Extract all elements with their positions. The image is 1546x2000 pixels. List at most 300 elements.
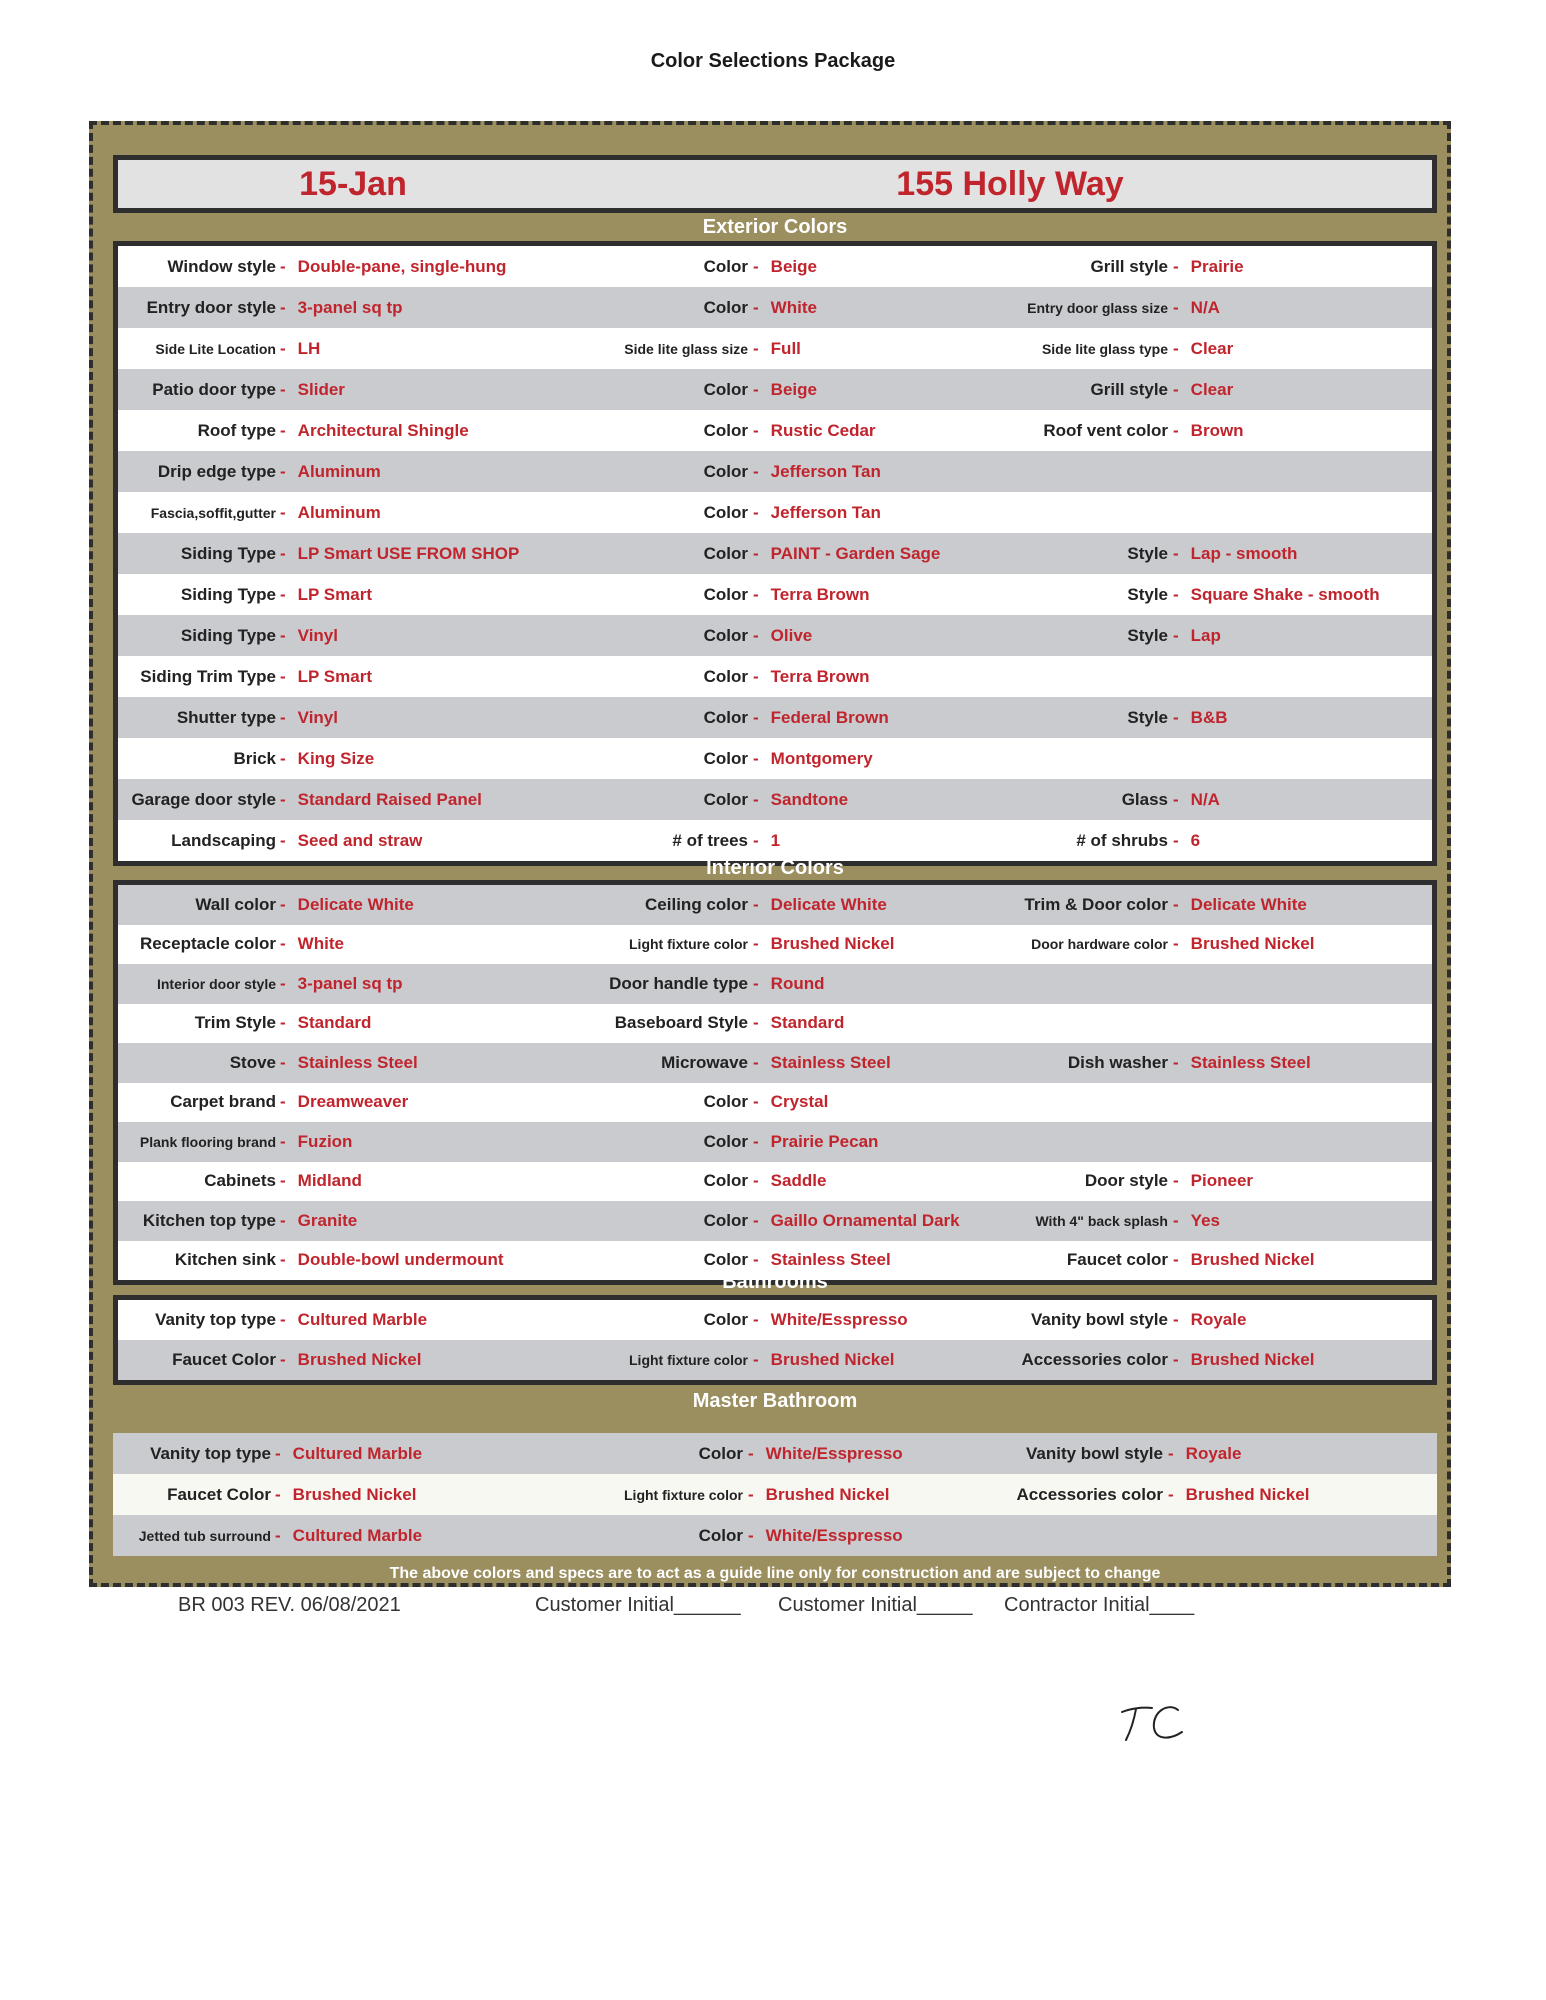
- table-row: [118, 615, 1432, 656]
- table-row: [118, 964, 1432, 1004]
- field-value-text: Royale: [1190, 1310, 1247, 1329]
- field-label: Jetted tub surround: [138, 1527, 271, 1544]
- field-label: Color: [703, 543, 748, 563]
- field-value-text: Lap: [1190, 625, 1221, 645]
- field-value: [280, 1162, 362, 1202]
- field-value: [280, 1201, 357, 1241]
- field-label: Color: [703, 1171, 748, 1191]
- separator-dash: -: [753, 1013, 759, 1033]
- field-label: Color: [703, 584, 748, 604]
- field-label: Color: [703, 666, 748, 686]
- field-value-text: Brushed Nickel: [1190, 1250, 1315, 1270]
- table-row: [118, 574, 1432, 615]
- field-value-text: Double-bowl undermount: [297, 1250, 504, 1270]
- field-value: [1173, 1340, 1314, 1380]
- field-label: # of trees: [672, 830, 748, 850]
- field-label: Kitchen top type: [142, 1210, 276, 1230]
- field-value: [1173, 820, 1200, 861]
- field-value: [753, 820, 780, 861]
- separator-dash: -: [753, 338, 759, 358]
- separator-dash: -: [280, 1092, 286, 1112]
- field-value: [280, 1122, 352, 1162]
- field-value: [280, 369, 345, 410]
- separator-dash: -: [753, 1171, 759, 1191]
- field-value: [753, 1300, 908, 1340]
- field-value-text: Terra Brown: [770, 666, 870, 686]
- field-value-text: Rustic Cedar: [770, 420, 876, 440]
- separator-dash: -: [1173, 789, 1179, 809]
- field-label: Door style: [1084, 1171, 1168, 1191]
- field-value: [753, 1083, 828, 1123]
- table-row: [118, 1162, 1432, 1202]
- field-value-text: Cultured Marble: [297, 1310, 428, 1329]
- field-label: Color: [703, 789, 748, 809]
- field-label: Light fixture color: [629, 1352, 748, 1368]
- field-value: [280, 1043, 418, 1083]
- field-value-text: Jefferson Tan: [770, 502, 881, 522]
- separator-dash: -: [753, 894, 759, 914]
- field-value-text: Delicate White: [297, 894, 414, 914]
- field-value-text: Midland: [297, 1171, 362, 1191]
- separator-dash: -: [1173, 543, 1179, 563]
- field-value: [753, 492, 881, 533]
- field-value-text: N/A: [1190, 297, 1220, 317]
- field-value-text: Montgomery: [770, 748, 873, 768]
- field-label: Stove: [229, 1052, 276, 1072]
- signature-initials: [1118, 1690, 1188, 1750]
- footer-note: The above colors and specs are to act as a guide line only for construction and are subject to change: [389, 1565, 1161, 1582]
- field-label: Color: [703, 297, 748, 317]
- separator-dash: -: [753, 297, 759, 317]
- field-value: [1173, 615, 1221, 656]
- customer-initial-1[interactable]: Customer Initial______: [535, 1594, 741, 1616]
- separator-dash: -: [753, 1250, 759, 1270]
- separator-dash: -: [1173, 1250, 1179, 1270]
- field-value-text: Architectural Shingle: [297, 420, 469, 440]
- separator-dash: -: [753, 461, 759, 481]
- field-value-text: Granite: [297, 1210, 358, 1230]
- field-value: [280, 1300, 427, 1340]
- field-value-text: Stainless Steel: [770, 1052, 891, 1072]
- field-label: Accessories color: [1016, 1484, 1163, 1504]
- field-value-text: Brown: [1190, 420, 1244, 440]
- field-value: [280, 1004, 371, 1044]
- separator-dash: -: [753, 543, 759, 563]
- field-value: [275, 1474, 416, 1515]
- field-value-text: Terra Brown: [770, 584, 870, 604]
- field-value: [280, 574, 372, 615]
- field-value-text: Brushed Nickel: [765, 1484, 890, 1504]
- field-value-text: Olive: [770, 625, 813, 645]
- field-label: Color: [703, 256, 748, 276]
- separator-dash: -: [280, 461, 286, 481]
- field-value-text: Lap - smooth: [1190, 543, 1298, 563]
- field-label: Color: [698, 1443, 743, 1463]
- field-value-text: Royale: [1185, 1443, 1242, 1463]
- field-value-text: Standard: [770, 1013, 845, 1033]
- field-label: Glass: [1121, 789, 1168, 809]
- page-title: Color Selections Package: [650, 50, 896, 72]
- table-row: [118, 1004, 1432, 1044]
- table-row: [118, 738, 1432, 779]
- field-label: Fascia,soffit,gutter: [150, 504, 276, 521]
- field-label: Side lite glass size: [624, 340, 748, 357]
- field-label: Color: [703, 1210, 748, 1230]
- selections-frame: [89, 121, 1451, 1587]
- field-value: [753, 287, 817, 328]
- field-value: [280, 656, 372, 697]
- field-value-text: Jefferson Tan: [770, 461, 881, 481]
- field-value-text: Brushed Nickel: [770, 934, 895, 954]
- field-value: [280, 925, 344, 965]
- field-label: Siding Type: [180, 584, 276, 604]
- separator-dash: -: [748, 1484, 754, 1504]
- table-row: [118, 492, 1432, 533]
- field-value-text: Brushed Nickel: [770, 1350, 895, 1369]
- separator-dash: -: [275, 1443, 281, 1463]
- field-value-text: Federal Brown: [770, 707, 889, 727]
- field-label: Grill style: [1090, 256, 1168, 276]
- separator-dash: -: [753, 256, 759, 276]
- table-row: [118, 779, 1432, 820]
- field-label: Kitchen sink: [174, 1250, 276, 1270]
- separator-dash: -: [1173, 1210, 1179, 1230]
- field-value-text: White: [297, 934, 344, 954]
- separator-dash: -: [280, 502, 286, 522]
- field-label: Style: [1127, 584, 1168, 604]
- initials-line: [0, 1594, 1546, 1624]
- table-row: [118, 1201, 1432, 1241]
- field-value-text: Round: [770, 973, 825, 993]
- field-value-text: White/Esspresso: [765, 1525, 903, 1545]
- table-row: [118, 369, 1432, 410]
- field-label: Drip edge type: [157, 461, 276, 481]
- field-value: [1173, 574, 1380, 615]
- field-value-text: White/Esspresso: [770, 1310, 908, 1329]
- table-row: [118, 287, 1432, 328]
- table-row: [118, 533, 1432, 574]
- field-value-text: 6: [1190, 830, 1201, 850]
- table-row: [118, 1300, 1432, 1340]
- contractor-initial[interactable]: Contractor Initial____: [1004, 1594, 1195, 1616]
- field-label: Color: [703, 379, 748, 399]
- field-value-text: Slider: [297, 379, 345, 399]
- separator-dash: -: [753, 934, 759, 954]
- separator-dash: -: [753, 1310, 759, 1329]
- field-label: Color: [703, 502, 748, 522]
- field-value-text: LP Smart: [297, 584, 372, 604]
- field-value: [1173, 1043, 1311, 1083]
- field-value-text: Prairie: [1190, 256, 1244, 276]
- separator-dash: -: [753, 625, 759, 645]
- field-value: [280, 492, 381, 533]
- field-value: [753, 451, 881, 492]
- table-row: [113, 1515, 1437, 1556]
- separator-dash: -: [1173, 256, 1179, 276]
- field-label: # of shrubs: [1076, 830, 1168, 850]
- separator-dash: -: [280, 625, 286, 645]
- separator-dash: -: [280, 297, 286, 317]
- field-value: [1173, 410, 1244, 451]
- separator-dash: -: [280, 1131, 286, 1151]
- field-value-text: Delicate White: [1190, 894, 1307, 914]
- field-value: [1173, 1162, 1253, 1202]
- field-label: Light fixture color: [629, 936, 748, 953]
- field-value: [1173, 369, 1233, 410]
- section-title-master-bathroom: Master Bathroom: [692, 1390, 858, 1412]
- field-value-text: 3-panel sq tp: [297, 297, 403, 317]
- field-value-text: White: [770, 297, 817, 317]
- separator-dash: -: [1173, 338, 1179, 358]
- field-value: [280, 738, 374, 779]
- field-value-text: Clear: [1190, 338, 1234, 358]
- field-label: Dish washer: [1067, 1052, 1168, 1072]
- field-label: Color: [703, 420, 748, 440]
- table-row: [118, 410, 1432, 451]
- separator-dash: -: [280, 1350, 286, 1369]
- field-value: [1168, 1433, 1241, 1474]
- field-value-text: Crystal: [770, 1092, 829, 1112]
- field-value-text: 1: [770, 830, 781, 850]
- field-label: Receptacle color: [139, 934, 276, 954]
- field-label: Faucet Color: [167, 1484, 271, 1504]
- field-value-text: Double-pane, single-hung: [297, 256, 507, 276]
- field-label: Style: [1127, 543, 1168, 563]
- separator-dash: -: [1173, 379, 1179, 399]
- separator-dash: -: [280, 1052, 286, 1072]
- separator-dash: -: [280, 256, 286, 276]
- table-row: [118, 925, 1432, 965]
- field-label: Siding Type: [180, 625, 276, 645]
- field-value: [1173, 1300, 1246, 1340]
- field-label: Light fixture color: [624, 1486, 743, 1503]
- field-value-text: White/Esspresso: [765, 1443, 903, 1463]
- field-value: [753, 1340, 894, 1380]
- field-label: Vanity top type: [150, 1443, 271, 1463]
- field-value-text: Cultured Marble: [292, 1443, 423, 1463]
- field-value: [748, 1515, 903, 1556]
- field-value: [753, 885, 887, 925]
- separator-dash: -: [748, 1443, 754, 1463]
- field-label: Color: [703, 461, 748, 481]
- field-value: [1173, 1201, 1220, 1241]
- field-value-text: Prairie Pecan: [770, 1131, 879, 1151]
- field-label: Color: [703, 1250, 748, 1270]
- table-row: [118, 656, 1432, 697]
- separator-dash: -: [753, 1131, 759, 1151]
- field-label: Style: [1127, 625, 1168, 645]
- separator-dash: -: [1173, 707, 1179, 727]
- separator-dash: -: [1173, 420, 1179, 440]
- field-value-text: Pioneer: [1190, 1171, 1254, 1191]
- field-value: [280, 246, 506, 287]
- separator-dash: -: [280, 584, 286, 604]
- field-label: Faucet color: [1066, 1250, 1168, 1270]
- field-value-text: Stainless Steel: [297, 1052, 418, 1072]
- field-value: [275, 1433, 422, 1474]
- field-value-text: Delicate White: [770, 894, 887, 914]
- field-value: [280, 451, 381, 492]
- field-label: Color: [698, 1525, 743, 1545]
- separator-dash: -: [753, 789, 759, 809]
- separator-dash: -: [1173, 830, 1179, 850]
- field-label: Trim & Door color: [1024, 894, 1168, 914]
- separator-dash: -: [280, 830, 286, 850]
- separator-dash: -: [753, 1052, 759, 1072]
- field-value: [280, 328, 320, 369]
- field-label: Color: [703, 748, 748, 768]
- field-label: With 4" back splash: [1035, 1212, 1168, 1229]
- separator-dash: -: [1173, 625, 1179, 645]
- field-label: Landscaping: [171, 830, 276, 850]
- separator-dash: -: [1173, 1350, 1179, 1369]
- field-value-text: Square Shake - smooth: [1190, 584, 1380, 604]
- table-row: [118, 697, 1432, 738]
- table-row: [118, 820, 1432, 861]
- separator-dash: -: [280, 789, 286, 809]
- field-label: Door hardware color: [1031, 936, 1168, 953]
- separator-dash: -: [753, 666, 759, 686]
- field-label: Vanity bowl style: [1031, 1310, 1168, 1329]
- field-label: Roof vent color: [1043, 420, 1168, 440]
- field-value: [753, 779, 848, 820]
- field-value: [1173, 533, 1297, 574]
- field-value-text: Beige: [770, 256, 817, 276]
- table-row: [118, 246, 1432, 287]
- field-label: Cabinets: [204, 1171, 276, 1191]
- field-value-text: LP Smart USE FROM SHOP: [297, 543, 520, 563]
- field-value: [753, 964, 825, 1004]
- field-value-text: Clear: [1190, 379, 1234, 399]
- separator-dash: -: [280, 973, 286, 993]
- separator-dash: -: [1173, 297, 1179, 317]
- field-label: Garage door style: [131, 789, 276, 809]
- field-value: [753, 410, 876, 451]
- field-value: [753, 615, 812, 656]
- field-value: [753, 738, 873, 779]
- field-label: Wall color: [195, 894, 276, 914]
- section-master-bathroom: [113, 1433, 1437, 1556]
- field-label: Siding Trim Type: [140, 666, 276, 686]
- separator-dash: -: [280, 1250, 286, 1270]
- separator-dash: -: [280, 748, 286, 768]
- separator-dash: -: [280, 707, 286, 727]
- separator-dash: -: [753, 830, 759, 850]
- field-value: [753, 246, 817, 287]
- separator-dash: -: [753, 707, 759, 727]
- field-label: Baseboard Style: [614, 1013, 748, 1033]
- field-value: [1173, 885, 1307, 925]
- field-value-text: Vinyl: [297, 625, 338, 645]
- field-value: [280, 533, 519, 574]
- separator-dash: -: [748, 1525, 754, 1545]
- field-value-text: Beige: [770, 379, 817, 399]
- field-value-text: Dreamweaver: [297, 1092, 409, 1112]
- separator-dash: -: [280, 1210, 286, 1230]
- field-label: Window style: [167, 256, 276, 276]
- field-value: [1173, 328, 1233, 369]
- table-row: [118, 1340, 1432, 1380]
- separator-dash: -: [1173, 584, 1179, 604]
- field-value-text: Standard Raised Panel: [297, 789, 482, 809]
- field-value: [753, 697, 889, 738]
- field-value: [753, 925, 894, 965]
- separator-dash: -: [1173, 1171, 1179, 1191]
- field-value: [753, 574, 870, 615]
- field-value: [280, 410, 469, 451]
- field-value: [280, 287, 403, 328]
- field-value-text: PAINT - Garden Sage: [770, 543, 941, 563]
- separator-dash: -: [1173, 894, 1179, 914]
- separator-dash: -: [753, 748, 759, 768]
- customer-initial-2[interactable]: Customer Initial_____: [778, 1594, 973, 1616]
- field-value-text: LH: [297, 338, 321, 358]
- field-value-text: King Size: [297, 748, 375, 768]
- separator-dash: -: [753, 420, 759, 440]
- field-value-text: Brushed Nickel: [1185, 1484, 1310, 1504]
- field-label: Side Lite Location: [155, 340, 276, 357]
- field-value: [753, 1043, 891, 1083]
- field-label: Color: [703, 707, 748, 727]
- separator-dash: -: [753, 1350, 759, 1369]
- table-row: [118, 451, 1432, 492]
- field-value: [280, 820, 422, 861]
- field-value: [1173, 246, 1244, 287]
- section-bathrooms: [113, 1295, 1437, 1385]
- separator-dash: -: [1173, 1310, 1179, 1329]
- separator-dash: -: [280, 1310, 286, 1329]
- header-box: [113, 155, 1437, 213]
- field-label: Siding Type: [180, 543, 276, 563]
- separator-dash: -: [753, 1210, 759, 1230]
- separator-dash: -: [753, 379, 759, 399]
- field-value: [753, 1201, 960, 1241]
- field-label: Color: [703, 625, 748, 645]
- separator-dash: -: [1168, 1484, 1174, 1504]
- field-label: Color: [703, 1092, 748, 1112]
- field-value-text: Aluminum: [297, 502, 381, 522]
- field-label: Style: [1127, 707, 1168, 727]
- table-row: [118, 328, 1432, 369]
- field-value: [275, 1515, 422, 1556]
- field-value-text: Aluminum: [297, 461, 381, 481]
- field-value-text: 3-panel sq tp: [297, 973, 403, 993]
- table-row: [118, 1083, 1432, 1123]
- separator-dash: -: [275, 1525, 281, 1545]
- field-label: Brick: [233, 748, 276, 768]
- field-value-text: Cultured Marble: [292, 1525, 423, 1545]
- field-value: [753, 533, 940, 574]
- field-label: Plank flooring brand: [139, 1133, 276, 1150]
- separator-dash: -: [280, 1013, 286, 1033]
- field-value-text: Stainless Steel: [770, 1250, 891, 1270]
- separator-dash: -: [280, 543, 286, 563]
- separator-dash: -: [280, 379, 286, 399]
- field-value: [280, 697, 338, 738]
- separator-dash: -: [1173, 1052, 1179, 1072]
- table-row: [113, 1474, 1437, 1515]
- field-value: [280, 1340, 421, 1380]
- field-value-text: LP Smart: [297, 666, 372, 686]
- separator-dash: -: [1173, 934, 1179, 954]
- field-label: Vanity bowl style: [1026, 1443, 1163, 1463]
- separator-dash: -: [275, 1484, 281, 1504]
- field-label: Faucet Color: [172, 1350, 276, 1369]
- field-label: Vanity top type: [155, 1310, 276, 1329]
- field-value: [280, 615, 338, 656]
- separator-dash: -: [280, 934, 286, 954]
- field-value: [753, 328, 801, 369]
